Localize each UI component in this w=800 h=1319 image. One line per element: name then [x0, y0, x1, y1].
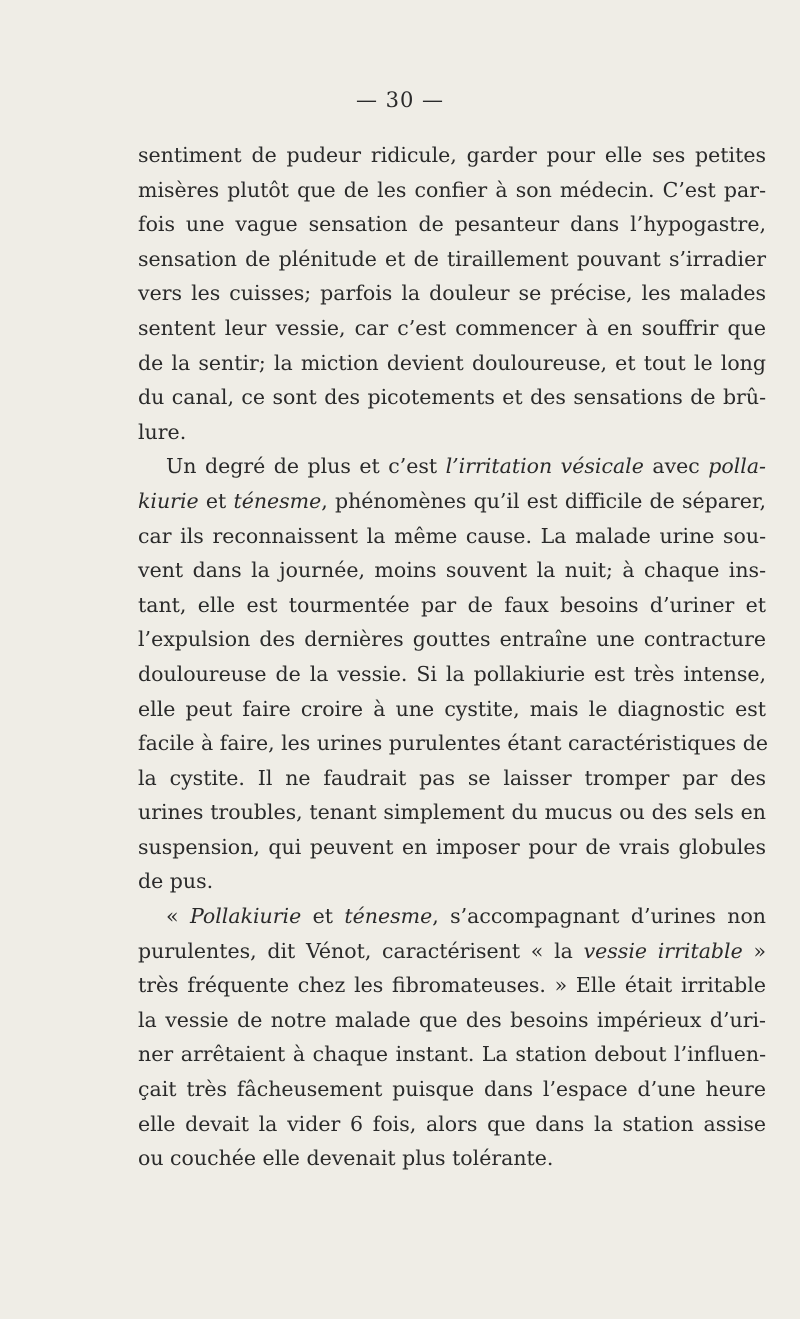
italic-term: kiurie — [138, 488, 199, 513]
italic-term: polla- — [708, 454, 766, 479]
text-run: du canal, ce sont des picotements et des sensations de brû- — [138, 385, 766, 410]
text-line — [138, 934, 766, 969]
text-line — [138, 138, 766, 173]
text-run: fois une vague sensation de pesanteur dans l’hypogastre, — [138, 212, 766, 237]
text-line — [138, 553, 766, 588]
italic-term: ténesme — [344, 904, 433, 929]
page-number: — 30 — — [355, 88, 445, 112]
text-run: et — [198, 488, 234, 513]
text-run: ou couchée elle devenait plus tolérante. — [138, 1146, 554, 1171]
italic-term: l’irritation vésicale — [445, 454, 644, 479]
text-run: de pus. — [138, 869, 214, 894]
text-run: , phénomènes qu’il est difficile de séparer, — [321, 488, 766, 513]
text-line — [138, 484, 766, 519]
italic-term: ténesme — [233, 488, 322, 513]
text-line — [138, 346, 766, 381]
text-run: la cystite. Il ne faudrait pas se laisser tromper par des — [138, 765, 766, 790]
text-run: , s’accompagnant d’urines non — [432, 904, 767, 929]
italic-term: vessie irritable — [583, 938, 743, 963]
text-run: « — [166, 904, 190, 929]
text-line — [138, 761, 766, 796]
text-line — [138, 622, 766, 657]
text-line — [138, 519, 766, 554]
text-run: et — [301, 904, 345, 929]
text-line — [138, 173, 766, 208]
text-line — [138, 588, 766, 623]
text-line — [138, 1072, 766, 1107]
text-run: ner arrêtaient à chaque instant. La station debout l’influen- — [138, 1042, 766, 1067]
text-run: vers les cuisses; parfois la douleur se précise, les malades — [138, 281, 766, 306]
text-run: tant, elle est tourmentée par de faux besoins d’uriner et — [138, 592, 766, 617]
text-line — [138, 449, 766, 484]
text-line — [138, 1107, 766, 1142]
text-run: purulentes, dit Vénot, caractérisent « la — [138, 938, 584, 963]
text-run: sentent leur vessie, car c’est commencer à en souffrir que — [138, 315, 766, 340]
text-line — [138, 1141, 766, 1176]
text-line — [138, 1003, 766, 1038]
text-run: sentiment de pudeur ridicule, garder pour elle ses petites — [138, 143, 766, 167]
text-run: suspension, qui peuvent en imposer pour de vrais globules — [138, 834, 766, 859]
text-line — [138, 864, 766, 899]
text-run: la vessie de notre malade que des besoins impérieux d’uri- — [138, 1007, 766, 1032]
text-line — [138, 276, 766, 311]
text-line — [138, 242, 766, 277]
text-run: car ils reconnaissent la même cause. La malade urine sou- — [138, 523, 766, 548]
text-line — [138, 1037, 766, 1072]
text-run: elle peut faire croire à une cystite, mais le diagnostic est — [138, 696, 766, 721]
text-run: l’expulsion des dernières gouttes entraîne une contracture — [138, 627, 766, 652]
text-line — [138, 899, 766, 934]
text-run: très fréquente chez les fibromateuses. » Elle était irritable — [138, 973, 766, 998]
italic-term: Pollakiurie — [189, 904, 302, 929]
text-run: avec — [643, 454, 709, 479]
text-line — [138, 311, 766, 346]
text-run: misères plutôt que de les confier à son médecin. C’est par- — [138, 177, 766, 202]
text-run: lure. — [138, 419, 187, 444]
text-run: çait très fâcheusement puisque dans l’espace d’une heure — [138, 1077, 766, 1102]
text-line — [138, 968, 766, 1003]
text-run: sensation de plénitude et de tiraillement pouvant s’irradier — [138, 246, 766, 271]
text-line — [138, 415, 766, 450]
text-line — [138, 795, 766, 830]
text-line — [138, 726, 766, 761]
text-run: elle devait la vider 6 fois, alors que dans la station assise — [138, 1111, 766, 1136]
text-run: de la sentir; la miction devient douloureuse, et tout le long — [138, 350, 766, 375]
body-text — [138, 138, 766, 1176]
text-run: » — [742, 938, 766, 963]
text-run: douloureuse de la vessie. Si la pollakiurie est très intense, — [138, 661, 766, 686]
text-run: urines troubles, tenant simplement du mucus ou des sels en — [138, 800, 766, 825]
text-line — [138, 380, 766, 415]
text-line — [138, 657, 766, 692]
text-run: facile à faire, les urines purulentes étant caractéristiques de — [138, 731, 768, 756]
text-line — [138, 207, 766, 242]
text-line — [138, 830, 766, 865]
text-run: Un degré de plus et c’est — [166, 454, 446, 479]
text-line — [138, 692, 766, 727]
text-run: vent dans la journée, moins souvent la nuit; à chaque ins- — [138, 558, 766, 583]
